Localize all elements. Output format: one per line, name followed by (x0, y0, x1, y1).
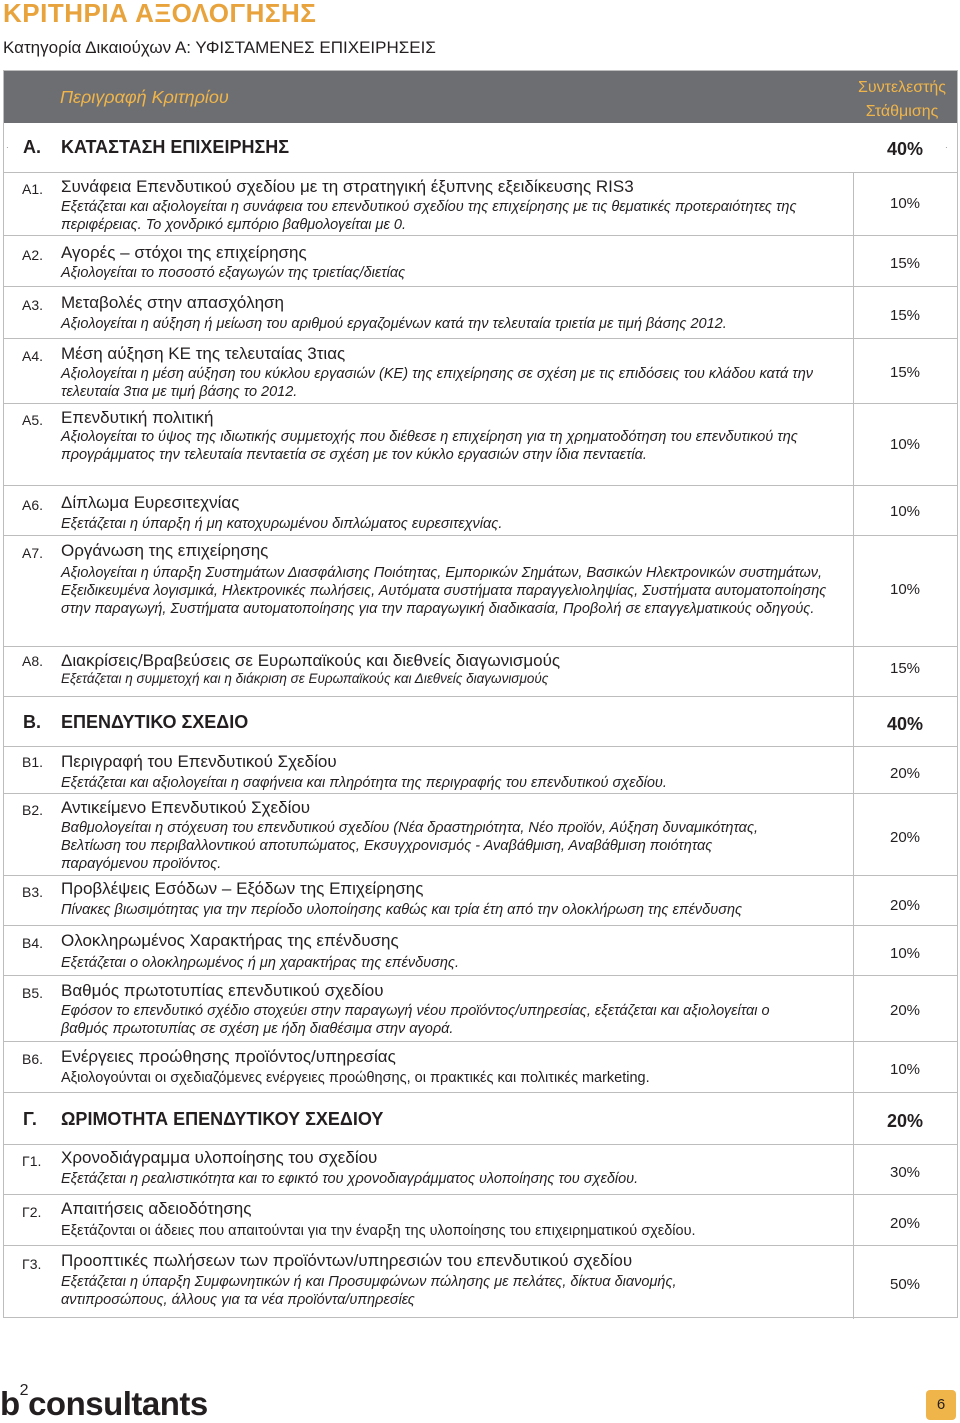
row-code: Β1. (22, 754, 44, 770)
row-code: Α7. (22, 545, 44, 561)
row-title: Περιγραφή του Επενδυτικού Σχεδίου (61, 752, 337, 771)
row-weight: 10% (889, 195, 921, 212)
row-title: Αγορές – στόχοι της επιχείρησης (61, 243, 307, 262)
row-description: Αξιολογούνται οι σχεδιαζόμενες ενέργειες προώθησης, οι πρακτικές και πολιτικές marketing. (61, 1070, 650, 1086)
row-code: Α4. (22, 348, 44, 364)
section-code: Α. (23, 137, 41, 157)
section-code: Β. (23, 712, 41, 732)
section-weight: 40% (886, 714, 924, 734)
table-header (4, 71, 957, 123)
divider (4, 403, 957, 404)
row-code: Β4. (22, 935, 44, 951)
row-title: Μέση αύξηση ΚΕ της τελευταίας 3τιας (61, 344, 346, 363)
section-code: Γ. (23, 1109, 37, 1129)
row-description: Εξετάζεται η ρεαλιστικότητα και το εφικτό του χρονοδιαγράμματος υλοποίησης του σχεδίου. (61, 1171, 639, 1187)
row-description: Βαθμολογείται η στόχευση του επενδυτικού σχεδίου (Νέα δραστηριότητα, Νέο προϊόν, Αύξηση δυναμικότητας, Βελτίωση του περιβαλλοντικού αποτυπώματος, Εκσυγχρονισμός - Αναβάθμιση, Αναβάθμιση ποιότητας παραγόμενου προϊόντος. (61, 820, 759, 872)
divider (4, 1144, 957, 1145)
row-description: Αξιολογείται το ύψος της ιδιωτικής συμμετοχής που διέθεσε η επιχείρηση για τη χρηματοδότηση του επενδυτικού της προγράμματος την τελευταία πενταετία σε σχέση με τον κύκλο εργασιών στην ίδια πενταετία. (61, 429, 798, 463)
row-description: Εφόσον το επενδυτικό σχέδιο στοχεύει στην παραγωγή νέου προϊόντος/υπηρεσίας, εξετάζεται και αξιολογείται ο βαθμός πρωτοτυπίας σε σχέση με ήδη διαθέσιμα στην αγορά. (61, 1003, 770, 1037)
row-title: Προβλέψεις Εσόδων – Εξόδων της Επιχείρησης (61, 879, 424, 898)
divider (4, 1194, 957, 1195)
section-weight: 20% (886, 1111, 924, 1131)
row-title: Χρονοδιάγραμμα υλοποίησης του σχεδίου (61, 1148, 378, 1167)
row-title: Μεταβολές στην απασχόληση (61, 293, 284, 312)
row-title: Ολοκληρωμένος Χαρακτήρας της επένδυσης (61, 931, 399, 950)
section-label: ΚΑΤΑΣΤΑΣΗ ΕΠΙΧΕΙΡΗΣΗΣ (61, 137, 290, 157)
logo-superscript: 2 (19, 1382, 29, 1399)
marker-dot: · (6, 143, 9, 152)
row-description: Εξετάζεται η συμμετοχή και η διάκριση σε Ευρωπαϊκούς και Διεθνείς διαγωνισμούς (61, 671, 549, 686)
header-description: Περιγραφή Κριτηρίου (60, 87, 229, 107)
row-title: Οργάνωση της επιχείρησης (61, 541, 269, 560)
divider (4, 1041, 957, 1042)
row-description: Εξετάζονται οι άδειες που απαιτούνται για την έναρξη της υλοποίησης του επιχειρηματικού σχεδίου. (61, 1223, 696, 1239)
row-title: Απαιτήσεις αδειοδότησης (61, 1199, 252, 1218)
divider (4, 535, 957, 536)
row-weight: 10% (889, 1061, 921, 1078)
page-number: 6 (926, 1390, 956, 1420)
row-description: Αξιολογείται η μέση αύξηση του κύκλου εργασιών (ΚΕ) της επιχείρησης σε σχέση με τις επιδόσεις του κλάδου κατά την τελευταία 3τια με τιμή βάσης το 2012. (61, 366, 814, 400)
row-description: Αξιολογείται η ύπαρξη Συστημάτων Διασφάλισης Ποιότητας, Εμπορικών Σημάτων, Βασικών Ηλεκτρονικών συστημάτων, Εξειδικευμένα λογισμικά, Ηλεκτρονικές πωλήσεις, Αυτόματα συστήματα παραγγελιοληψίας, Συστήματα αυτοματοποίησης στην παραγωγή, Συστήματα αυτοματοποίησης για την παραγωγική διαδικασία, Προβολή σε επαγγελματικούς οδηγούς. (61, 565, 827, 617)
row-code: Α5. (22, 412, 44, 428)
column-separator (853, 173, 854, 1319)
row-weight: 15% (889, 307, 921, 324)
section-weight: 40% (886, 139, 924, 159)
row-weight: 10% (889, 436, 921, 453)
marker-dot: · (945, 143, 948, 152)
row-title: Ενέργειες προώθησης προϊόντος/υπηρεσίας (61, 1047, 396, 1066)
row-weight: 15% (889, 364, 921, 381)
row-weight: 20% (889, 897, 921, 914)
brand-logo (0, 1382, 208, 1423)
divider (4, 875, 957, 876)
row-title: Αντικείμενο Επενδυτικού Σχεδίου (61, 798, 311, 817)
row-weight: 30% (889, 1164, 921, 1181)
row-title: Προοπτικές πωλήσεων των προϊόντων/υπηρεσιών του επενδυτικού σχεδίου (61, 1251, 633, 1270)
page-title: ΚΡΙΤΗΡΙΑ ΑΞΟΛΟΓΗΣΗΣ (3, 0, 317, 28)
divider (4, 975, 957, 976)
row-code: Α1. (22, 181, 44, 197)
criteria-table (3, 70, 958, 1318)
row-description: Αξιολογείται η αύξηση ή μείωση του αριθμού εργαζομένων κατά την τελευταία τριετία με τιμή βάσης 2012. (61, 316, 727, 332)
divider (4, 646, 957, 647)
divider (4, 1245, 957, 1246)
row-code: Β3. (22, 884, 44, 900)
row-code: Γ1. (22, 1153, 42, 1169)
logo-part: consultants (28, 1385, 208, 1422)
row-weight: 10% (889, 503, 921, 520)
row-description: Πίνακες βιωσιμότητας για την περίοδο υλοποίησης καθώς και τρία έτη από την ολοκλήρωση της επένδυσης (61, 902, 743, 918)
divider (4, 696, 957, 697)
divider (4, 235, 957, 236)
divider (4, 485, 957, 486)
page-subtitle: Κατηγορία Δικαιούχων Α: ΥΦΙΣΤΑΜΕΝΕΣ ΕΠΙΧΕΙΡΗΣΕΙΣ (3, 38, 436, 57)
row-code: Β6. (22, 1051, 44, 1067)
row-weight: 20% (889, 829, 921, 846)
row-title: Συνάφεια Επενδυτικού σχεδίου με τη στρατηγική έξυπνης εξειδίκευσης RIS3 (61, 177, 634, 196)
row-weight: 10% (889, 581, 921, 598)
divider (4, 793, 957, 794)
header-weight-line2: Στάθμισης (865, 103, 939, 120)
row-code: Β5. (22, 985, 44, 1001)
row-description: Εξετάζεται η ύπαρξη Συμφωνητικών ή και Προσυμφώνων πώλησης με πελάτες, δίκτυα διανομής, αντιπροσώπους, άλλους για τα νέα προϊόντα/υπηρεσίες (61, 1274, 677, 1308)
row-title: Διακρίσεις/Βραβεύσεις σε Ευρωπαϊκούς και διεθνείς διαγωνισμούς (61, 651, 561, 670)
header-weight-line1: Συντελεστής (857, 79, 947, 96)
row-code: Γ2. (22, 1204, 42, 1220)
row-weight: 20% (889, 1215, 921, 1232)
divider (4, 172, 957, 173)
row-code: Β2. (22, 802, 44, 818)
row-description: Εξετάζεται ο ολοκληρωμένος ή μη χαρακτήρας της επένδυσης. (61, 955, 460, 971)
row-weight: 50% (889, 1276, 921, 1293)
row-description: Εξετάζεται και αξιολογείται η σαφήνεια και πληρότητα της περιγραφής του επενδυτικού σχεδίου. (61, 775, 667, 791)
row-code: Α3. (22, 297, 44, 313)
row-weight: 20% (889, 1002, 921, 1019)
row-weight: 15% (889, 660, 921, 677)
row-code: Α6. (22, 497, 44, 513)
section-label: ΕΠΕΝΔΥΤΙΚΟ ΣΧΕΔΙΟ (61, 712, 249, 732)
row-description: Αξιολογείται το ποσοστό εξαγωγών της τριετίας/διετίας (61, 265, 406, 281)
row-weight: 10% (889, 945, 921, 962)
row-weight: 20% (889, 765, 921, 782)
row-title: Δίπλωμα Ευρεσιτεχνίας (61, 493, 240, 512)
row-weight: 15% (889, 255, 921, 272)
divider (4, 746, 957, 747)
logo-part: b (0, 1385, 20, 1422)
header-weight (852, 76, 952, 124)
row-description: Εξετάζεται και αξιολογείται η συνάφεια του επενδυτικού σχεδίου της επιχείρησης με τις θεματικές προτεραιότητες της περιφέρειας. Το χονδρικό εμπόριο βαθμολογείται με 0. (61, 199, 797, 233)
section-label: ΩΡΙΜΟΤΗΤΑ ΕΠΕΝΔΥΤΙΚΟΥ ΣΧΕΔΙΟΥ (61, 1109, 384, 1129)
row-code: Γ3. (22, 1256, 42, 1272)
divider (4, 1092, 957, 1093)
row-code: Α2. (22, 247, 44, 263)
divider (4, 338, 957, 339)
divider (4, 286, 957, 287)
divider (4, 925, 957, 926)
row-title: Βαθμός πρωτοτυπίας επενδυτικού σχεδίου (61, 981, 384, 1000)
row-title: Επενδυτική πολιτική (61, 408, 214, 427)
row-description: Εξετάζεται η ύπαρξη ή μη κατοχυρωμένου διπλώματος ευρεσιτεχνίας. (61, 516, 503, 532)
row-code: Α8. (22, 653, 44, 669)
